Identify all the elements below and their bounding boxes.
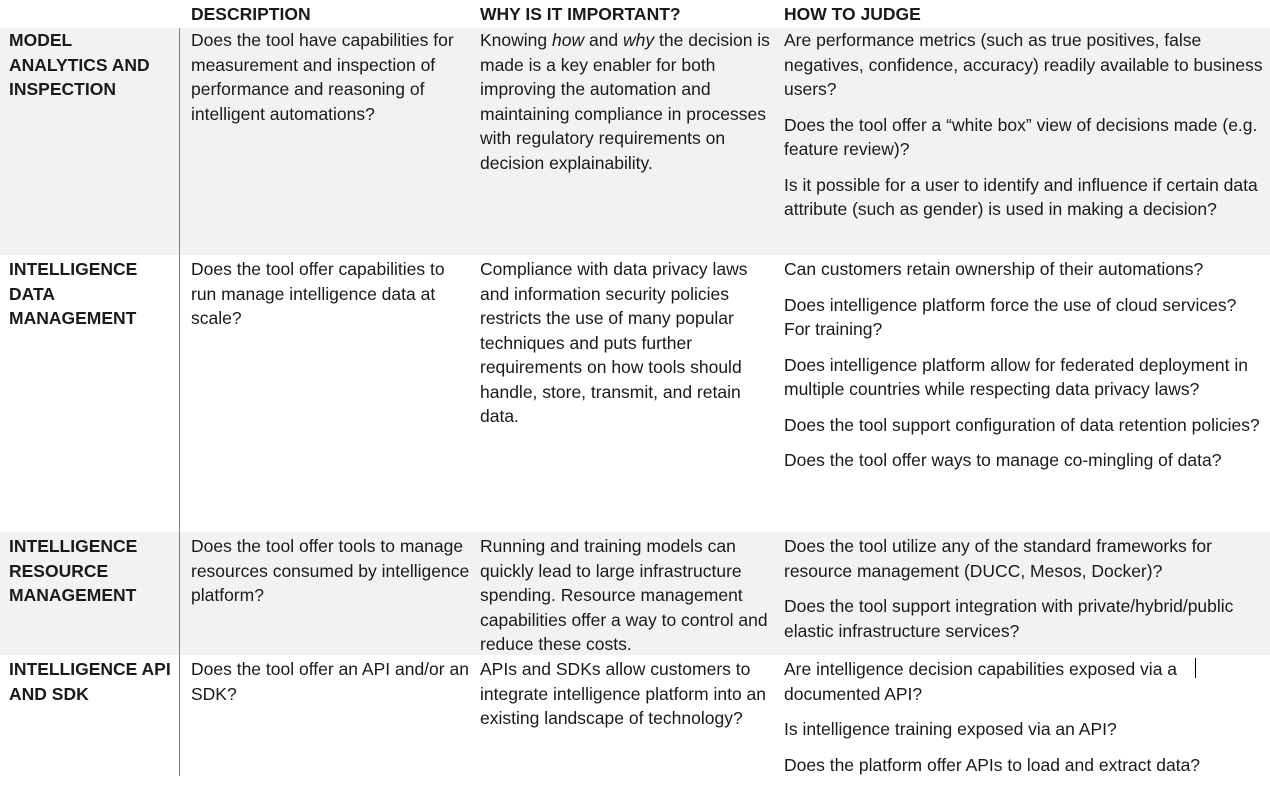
why-emphasis-how: how (552, 30, 585, 50)
judge-item: Does the tool support configuration of data retention policies? (784, 414, 1260, 435)
judge-item: Does the tool offer a “white box” view of decisions made (e.g. feature review)? (784, 114, 1258, 159)
judge-item: Does the tool support integration with private/hybrid/public elastic infrastructure services? (784, 596, 1234, 641)
row-description: Does the tool have capabilities for measurement and inspection of performance and reasoning of intelligent automations? (191, 30, 454, 124)
table-header (0, 0, 1270, 28)
judge-item: Does intelligence platform allow for federated deployment in multiple countries while respecting data privacy laws? (784, 354, 1249, 399)
why-text: the decision is made is a key enabler for both improving the automation and maintaining compliance in processes with regulatory requirements on decision explainability. (480, 30, 770, 173)
judge-item-text[interactable]: Are intelligence decision capabilities exposed via a documented API? (784, 659, 1178, 704)
row-description: Does the tool offer an API and/or an SDK? (191, 659, 469, 704)
row-category: INTELLIGENCE RESOURCE MANAGEMENT (9, 536, 138, 605)
row-category: MODEL ANALYTICS AND INSPECTION (9, 30, 150, 99)
judge-item[interactable] (784, 657, 1264, 706)
table-row (0, 257, 1270, 532)
header-how-to-judge: HOW TO JUDGE (784, 4, 921, 24)
judge-item: Does the tool offer ways to manage co-mingling of data? (784, 450, 1222, 470)
row-why-important (480, 28, 770, 175)
header-description: DESCRIPTION (191, 4, 311, 24)
row-judge-criteria (784, 534, 1264, 654)
row-judge-criteria[interactable] (784, 657, 1264, 788)
header-why-important: WHY IS IT IMPORTANT? (480, 4, 681, 24)
row-category: INTELLIGENCE API AND SDK (9, 659, 171, 704)
row-category: INTELLIGENCE DATA MANAGEMENT (9, 259, 138, 328)
judge-item: Can customers retain ownership of their automations? (784, 259, 1204, 279)
judge-item: Are performance metrics (such as true positives, false negatives, confidence, accuracy) readily available to business users? (784, 30, 1263, 99)
why-emphasis-why: why (623, 30, 655, 50)
table-row (0, 657, 1270, 776)
row-judge-criteria (784, 28, 1264, 233)
table-row (0, 534, 1270, 655)
row-description: Does the tool offer capabilities to run manage intelligence data at scale? (191, 259, 445, 328)
why-text: Knowing (480, 30, 552, 50)
row-why-important: Compliance with data privacy laws and information security policies restricts the use of many popular techniques and puts further requirements on how tools should handle, store, transmit, and retain data. (480, 259, 748, 426)
why-text: and (584, 30, 624, 50)
row-judge-criteria (784, 257, 1264, 484)
text-cursor (1195, 658, 1196, 678)
judge-item: Is intelligence training exposed via an API? (784, 719, 1117, 739)
table-row (0, 28, 1270, 255)
row-why-important: APIs and SDKs allow customers to integrate intelligence platform into an existing landscape of technology? (480, 659, 767, 728)
row-why-important: Running and training models can quickly lead to large infrastructure spending. Resource management capabilities offer a way to control and reduce these costs. (480, 536, 768, 654)
judge-item: Does the tool utilize any of the standard frameworks for resource management (DUCC, Mesos, Docker)? (784, 536, 1212, 581)
judge-item: Is it possible for a user to identify and influence if certain data attribute (such as gender) is used in making a decision? (784, 174, 1258, 219)
judge-item: Does the platform offer APIs to load and extract data? (784, 754, 1201, 775)
row-description: Does the tool offer tools to manage resources consumed by intelligence platform? (191, 536, 470, 605)
judge-item: Does intelligence platform force the use of cloud services? For training? (784, 294, 1237, 339)
